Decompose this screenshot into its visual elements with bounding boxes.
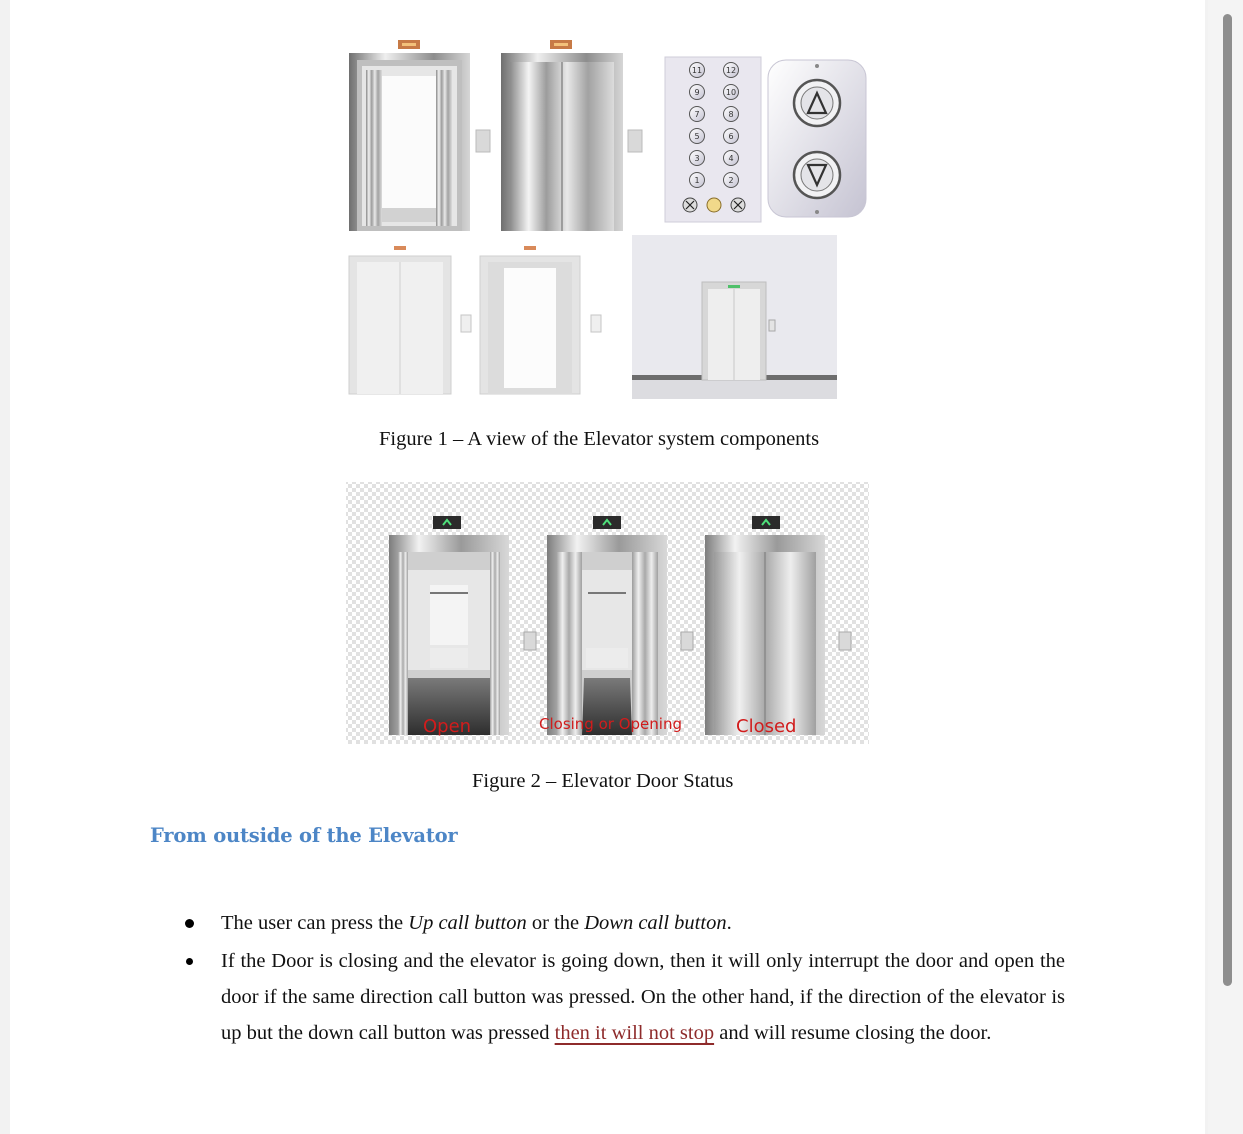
svg-text:8: 8 [728,110,734,119]
svg-text:11: 11 [691,66,703,75]
bullet-dot [186,958,193,965]
white-elevator-open [480,246,601,394]
svg-text:12: 12 [725,66,737,75]
door-status-closing-label: Closing or Opening [539,715,682,733]
figure-1-image [340,30,880,405]
svg-text:10: 10 [725,88,737,97]
svg-text:6: 6 [728,132,734,141]
svg-text:7: 7 [694,110,700,119]
svg-text:1: 1 [694,176,700,185]
bullet-dot [185,919,194,928]
figure-1-caption: Figure 1 – A view of the Elevator system components [379,428,820,450]
bullet-item-door-closing: If the Door is closing and the elevator is going down, then it will only interrupt the door and open the door if the same direction call button was pressed. On the other hand, if the direction of the elevator is up but the down call button was pressed then it will not stop and will resume closing the door. [185,943,1065,1051]
svg-text:3: 3 [694,154,700,163]
white-elevator-closed [349,246,471,394]
floor-button-panel [665,57,761,222]
steel-elevator-open [349,40,490,231]
door-status-open-label: Open [423,716,472,737]
figure-2-caption: Figure 2 – Elevator Door Status [472,770,734,792]
svg-text:9: 9 [694,88,700,97]
tracked-change-text: then it will not stop [554,1022,715,1044]
figure-2-image [346,482,869,744]
bullet-item-call-buttons: The user can press the Up call button or the Down call button. [185,905,1065,941]
bullet-list [185,905,1065,1051]
section-heading: From outside of the Elevator [150,824,458,847]
call-button-panel [768,60,866,217]
door-status-closed-label: Closed [736,716,797,737]
steel-elevator-closed [501,40,642,231]
svg-text:5: 5 [694,132,700,141]
down-call-button-term: Down call button [584,912,727,934]
svg-text:4: 4 [728,154,734,163]
svg-text:2: 2 [728,176,734,185]
elevator-room-scene [632,235,837,399]
up-call-button-term: Up call button [408,912,527,934]
scrollbar-thumb[interactable] [1223,14,1232,986]
